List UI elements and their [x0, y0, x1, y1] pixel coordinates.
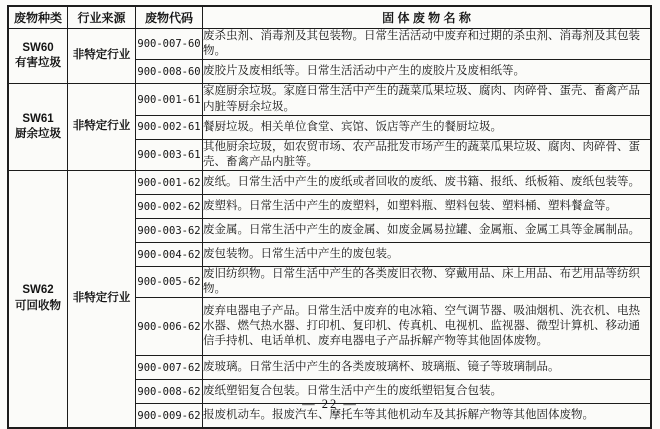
category-code: SW62: [22, 284, 54, 297]
waste-code-cell: 900-001-62: [136, 171, 203, 195]
header-industry-source: 行业来源: [68, 6, 136, 29]
waste-name-cell: 其他厨余垃圾，如农贸市场、农产品批发市场产生的蔬菜瓜果垃圾、腐肉、肉碎骨、蛋壳、畜禽产品内脏等。: [203, 139, 652, 170]
waste-classification-table: [7, 5, 652, 429]
category-name: 可回收物: [15, 299, 61, 312]
waste-category-cell: [8, 29, 68, 84]
waste-code-cell: 900-009-62: [136, 404, 203, 428]
waste-table-body: [8, 29, 651, 428]
waste-code-cell: 900-003-61: [136, 139, 203, 170]
waste-code-cell: 900-001-61: [136, 84, 203, 115]
header-solid-waste-name: 固 体 废 物 名 称: [203, 6, 652, 29]
industry-source-cell: 非特定行业: [68, 29, 136, 84]
waste-code-cell: 900-006-62: [136, 298, 203, 356]
waste-name-cell: 废杀虫剂、消毒剂及其包装物。日常生活活动中废弃和过期的杀虫剂、消毒剂及其包装物。: [203, 29, 652, 60]
page-number: — 22 —: [302, 397, 358, 411]
header-waste-category: 废物种类: [8, 6, 68, 29]
waste-code-cell: 900-008-62: [136, 380, 203, 404]
waste-code-cell: 900-007-62: [136, 356, 203, 380]
waste-category-cell: [8, 171, 68, 428]
waste-code-cell: 900-007-60: [136, 29, 203, 60]
waste-name-cell: 废纸塑铝复合包装。日常生活中产生的废纸塑铝复合包装。: [203, 380, 652, 404]
table-row: [8, 84, 651, 115]
table-row: [8, 171, 651, 195]
waste-name-cell: 废包装物。日常生活中产生的废包装。: [203, 243, 652, 267]
waste-code-cell: 900-002-61: [136, 115, 203, 139]
waste-name-cell: 废旧纺织物。日常生活中产生的各类废旧衣物、穿戴用品、床上用品、布艺用品等纺织物。: [203, 267, 652, 298]
waste-name-cell: 废塑料。日常生活中产生的废塑料，如塑料瓶、塑料包装、塑料桶、塑料餐盒等。: [203, 195, 652, 219]
waste-name-cell: 家庭厨余垃圾。家庭日常生活中产生的蔬菜瓜果垃圾、腐肉、肉碎骨、蛋壳、畜禽产品内脏等厨余垃圾。: [203, 84, 652, 115]
table-row: [8, 29, 651, 60]
waste-name-cell: 废玻璃。日常生活中产生的各类废玻璃杯、玻璃瓶、镜子等玻璃制品。: [203, 356, 652, 380]
category-code: SW61: [22, 112, 54, 125]
table-header-row: [8, 6, 651, 29]
waste-name-cell: 废纸。日常生活中产生的废纸或者回收的废纸、废书籍、报纸、纸板箱、废纸包装等。: [203, 171, 652, 195]
waste-code-cell: 900-008-60: [136, 60, 203, 84]
waste-name-cell: 废金属。日常生活中产生的废金属、如废金属易拉罐、金属瓶、金属工具等金属制品。: [203, 219, 652, 243]
waste-code-cell: 900-003-62: [136, 219, 203, 243]
industry-source-cell: 非特定行业: [68, 84, 136, 171]
waste-code-cell: 900-004-62: [136, 243, 203, 267]
waste-name-cell: 废弃电器电子产品。日常生活中废弃的电冰箱、空气调节器、吸油烟机、洗衣机、电热水器、燃气热水器、打印机、复印机、传真机、电视机、监视器、微型计算机、移动通信手持机、电话单机、废弃电器电子产品拆解产物等其他固体废物。: [203, 298, 652, 356]
waste-category-cell: [8, 84, 68, 171]
waste-code-cell: 900-005-62: [136, 267, 203, 298]
waste-name-cell: 餐厨垃圾。相关单位食堂、宾馆、饭店等产生的餐厨垃圾。: [203, 115, 652, 139]
category-name: 厨余垃圾: [15, 128, 61, 141]
industry-source-cell: 非特定行业: [68, 171, 136, 428]
waste-code-cell: 900-002-62: [136, 195, 203, 219]
waste-name-cell: 报废机动车。报废汽车、摩托车等其他机动车及其拆解产物等其他固体废物。: [203, 404, 652, 428]
waste-name-cell: 废胶片及废相纸等。日常生活活动中产生的废胶片及废相纸等。: [203, 60, 652, 84]
category-code: SW60: [22, 41, 54, 54]
header-waste-code: 废物代码: [136, 6, 203, 29]
category-name: 有害垃圾: [15, 57, 61, 70]
